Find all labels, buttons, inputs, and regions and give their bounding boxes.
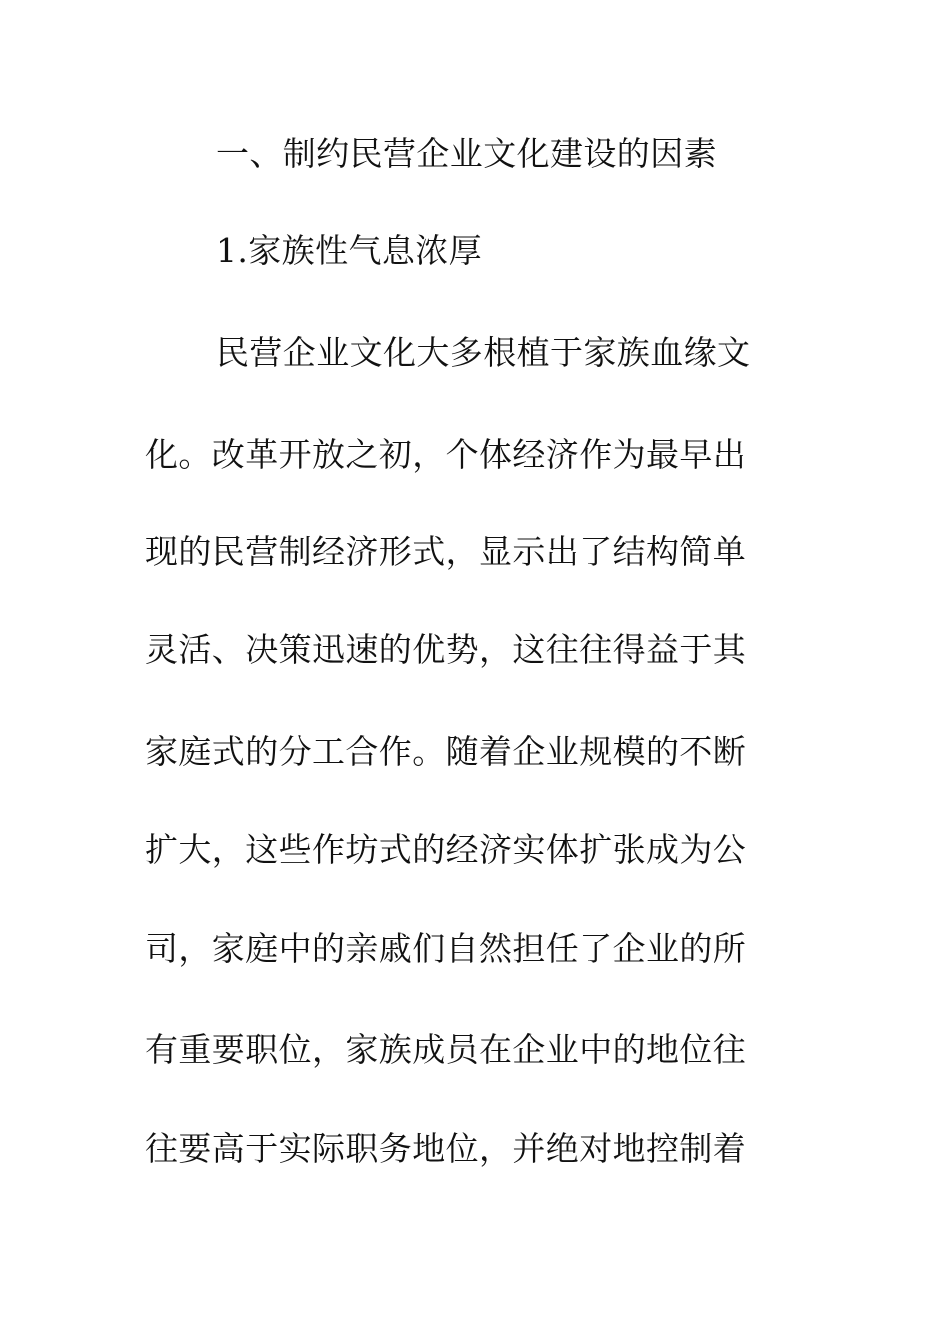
paragraph-line: 家庭式的分工合作。随着企业规模的不断: [145, 732, 747, 771]
paragraph-line: 灵活、决策迅速的优势，这往往得益于其: [145, 630, 747, 669]
paragraph-line: 民营企业文化大多根植于家族血缘文: [216, 333, 751, 372]
section-heading: 一、制约民营企业文化建设的因素: [216, 134, 717, 173]
paragraph-line: 扩大，这些作坊式的经济实体扩张成为公: [145, 830, 747, 869]
paragraph-line: 司，家庭中的亲戚们自然担任了企业的所: [145, 929, 747, 968]
paragraph-line: 有重要职位，家族成员在企业中的地位往: [145, 1030, 747, 1069]
subsection-heading: 1.家族性气息浓厚: [216, 231, 483, 270]
paragraph-line: 化。改革开放之初，个体经济作为最早出: [145, 435, 747, 474]
paragraph-line: 现的民营制经济形式，显示出了结构简单: [145, 532, 747, 571]
paragraph-line: 往要高于实际职务地位，并绝对地控制着: [145, 1129, 747, 1168]
